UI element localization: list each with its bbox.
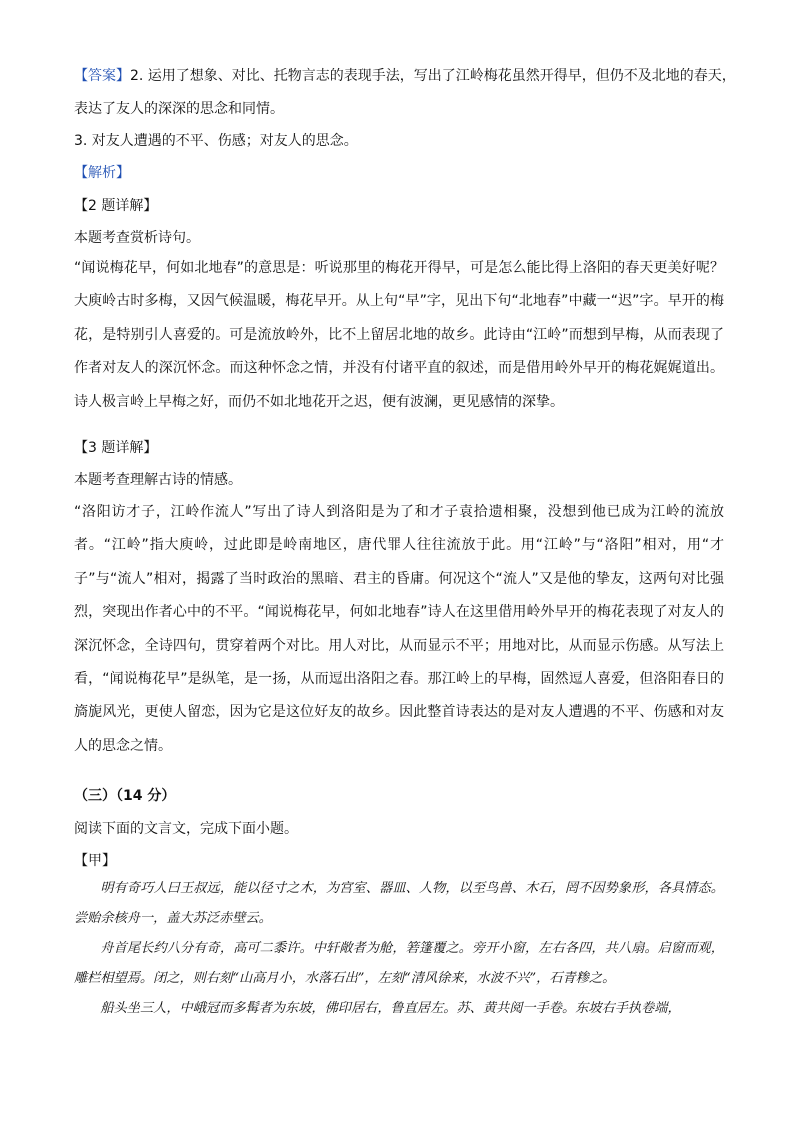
q2-title: 【2 题详解】 [74, 198, 158, 214]
section3-heading: （三）（14 分） [74, 788, 176, 804]
analysis-label: 【解析】 [74, 165, 130, 181]
q3-body [74, 496, 724, 763]
section3-instruction: 阅读下面的文言文，完成下面小题。 [74, 821, 298, 837]
q2-body [74, 252, 724, 419]
q3-title: 【3 题详解】 [74, 440, 158, 456]
classical-para-3: 船头坐三人，中峨冠而多髯者为东坡，佛印居右，鲁直居左。苏、黄共阅一手卷。东坡右手执卷端， [100, 1001, 681, 1016]
classical-text [74, 874, 724, 1024]
classical-para-2: 舟首尾长约八分有奇，高可二黍许。中轩敞者为舱，箬篷覆之。旁开小窗，左右各四，共八扇。启窗而观，雕栏相望焉。闭之，则右刻“山高月小，水落石出”，左刻“清风徐来，水波不兴”，石青糁之。 [74, 941, 724, 986]
classical-para-1: 明有奇巧人曰王叔远，能以径寸之木，为宫室、器皿、人物，以至鸟兽、木石，罔不因势象形，各具情态。尝贻余核舟一，盖大苏泛赤壁云。 [74, 881, 724, 926]
q3-body-text: “洛阳访才子，江岭作流人”写出了诗人到洛阳是为了和才子袁拾遗相聚，没想到他已成为江岭的流放者。“江岭”指大庾岭，过此即是岭南地区，唐代罪人往往流放于此。用“江岭”与“洛阳”相对，用“才子”与“流人”相对，揭露了当时政治的黑暗、君主的昏庸。何况这个“流人”又是他的挚友，这两句对比强烈，突现出作者心中的不平。“闻说梅花早，何如北地春”诗人在这里借用岭外早开的梅花表现了对友人的深沉怀念，全诗四句，贯穿着两个对比。用人对比，从而显示不平；用地对比，从而显示伤感。从写法上看，“闻说梅花早”是纵笔，是一扬，从而逗出洛阳之春。那江岭上的早梅，固然逗人喜爱，但洛阳春日的旖旎风光，更使人留恋，因为它是这位好友的故乡。因此整首诗表达的是对友人遭遇的不平、伤感和对友人的思念之情。 [74, 504, 724, 754]
answer-q2-line2: 表达了友人的深深的思念和同情。 [74, 101, 284, 117]
q2-body-text: “闻说梅花早，何如北地春”的意思是：听说那里的梅花开得早，可是怎么能比得上洛阳的春天更美好呢？大庾岭古时多梅，又因气候温暖，梅花早开。从上句“早”字，见出下句“北地春”中藏一“迟”字。早开的梅花，是特别引人喜爱的。可是流放岭外，比不上留居北地的故乡。此诗由“江岭”而想到早梅，从而表现了作者对友人的深沉怀念。而这种怀念之情，并没有付诸平直的叙述，而是借用岭外早开的梅花娓娓道出。诗人极言岭上早梅之好，而仍不如北地花开之迟，便有波澜，更见感情的深挚。 [74, 260, 724, 410]
q2-intro: 本题考查赏析诗句。 [74, 230, 200, 246]
jia-label: 【甲】 [74, 853, 116, 869]
q3-intro: 本题考查理解古诗的情感。 [74, 472, 242, 488]
answer-q2-text: 2. 运用了想象、对比、托物言志的表现手法，写出了江岭梅花虽然开得早，但仍不及北地的春天， [130, 68, 736, 84]
answer-label: 【答案】 [74, 68, 130, 84]
answer-q3: 3. 对友人遭遇的不平、伤感；对友人的思念。 [74, 133, 358, 149]
answer-q2-line1 [74, 66, 736, 86]
